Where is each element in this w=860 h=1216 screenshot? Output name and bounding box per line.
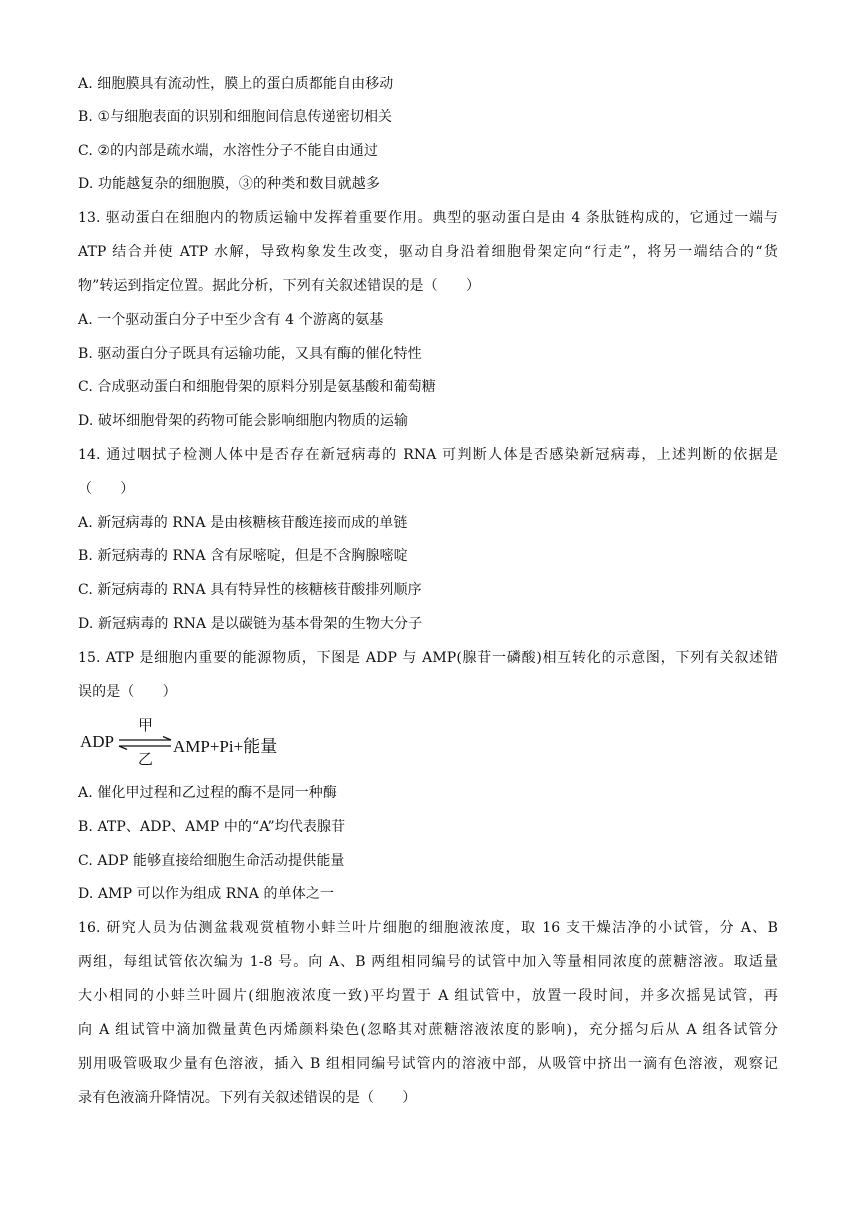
q14-option-b: B. 新冠病毒的 RNA 含有尿嘧啶，但是不含胸腺嘧啶 bbox=[78, 548, 408, 564]
q15-option-b: B. ATP、ADP、AMP 中的“A”均代表腺苷 bbox=[78, 819, 346, 835]
q13-stem-line-3: 物”转运到指定位置。据此分析，下列有关叙述错误的是（ ） bbox=[78, 278, 481, 294]
reaction-left-term: ADP bbox=[80, 732, 115, 751]
q14-option-d: D. 新冠病毒的 RNA 是以碳链为基本骨架的生物大分子 bbox=[78, 616, 423, 632]
reaction-right-term: AMP+Pi+能量 bbox=[173, 737, 278, 756]
q12-option-a: A. 细胞膜具有流动性，膜上的蛋白质都能自由移动 bbox=[78, 76, 394, 92]
q13-option-a: A. 一个驱动蛋白分子中至少含有 4 个游离的氨基 bbox=[78, 312, 384, 328]
q14-option-c: C. 新冠病毒的 RNA 具有特异性的核糖核苷酸排列顺序 bbox=[78, 582, 422, 598]
q16-stem-line-3: 大小相同的小蚌兰叶圆片(细胞液浓度一致)平均置于 A 组试管中，放置一段时间，并多次摇晃试管，再 bbox=[78, 988, 778, 1004]
q13-option-d: D. 破坏细胞骨架的药物可能会影响细胞内物质的运输 bbox=[78, 413, 409, 429]
q16-stem-line-4: 向 A 组试管中滴加微量黄色丙烯颜料染色(忽略其对蔗糖溶液浓度的影响)，充分摇匀后从 A 组各试管分 bbox=[78, 1022, 778, 1038]
q13-stem-line-1: 13. 驱动蛋白在细胞内的物质运输中发挥着重要作用。典型的驱动蛋白是由 4 条肽链构成的，它通过一端与 bbox=[78, 210, 778, 226]
q12-option-c: C. ②的内部是疏水端，水溶性分子不能自由通过 bbox=[78, 143, 378, 159]
reaction-forward-label: 甲 bbox=[138, 716, 154, 734]
q16-stem-line-2: 两组，每组试管依次编为 1-8 号。向 A、B 两组相同编号的试管中加入等量相同浓度的蔗糖溶液。取适量 bbox=[78, 954, 778, 970]
q15-option-a: A. 催化甲过程和乙过程的酶不是同一种酶 bbox=[78, 785, 338, 801]
q15-stem-line-1: 15. ATP 是细胞内重要的能源物质，下图是 ADP 与 AMP(腺苷一磷酸)相互转化的示意图，下列有关叙述错 bbox=[78, 650, 778, 666]
q15-stem-line-2: 误的是（ ） bbox=[78, 684, 177, 700]
q15-option-d: D. AMP 可以作为组成 RNA 的单体之一 bbox=[78, 886, 335, 902]
q15-option-c: C. ADP 能够直接给细胞生命活动提供能量 bbox=[78, 853, 345, 869]
q14-option-a: A. 新冠病毒的 RNA 是由核糖核苷酸连接而成的单链 bbox=[78, 515, 408, 531]
reaction-reverse-label: 乙 bbox=[138, 750, 154, 768]
q13-option-b: B. 驱动蛋白分子既具有运输功能，又具有酶的催化特性 bbox=[78, 346, 422, 362]
q14-stem-line-2: （ ） bbox=[78, 481, 135, 497]
q14-stem-line-1: 14. 通过咽拭子检测人体中是否存在新冠病毒的 RNA 可判断人体是否感染新冠病毒，上述判断的依据是 bbox=[78, 447, 778, 463]
adp-amp-reaction-diagram bbox=[80, 716, 300, 768]
q16-stem-line-1: 16. 研究人员为估测盆栽观赏植物小蚌兰叶片细胞的细胞液浓度，取 16 支干燥洁净的小试管，分 A、B bbox=[78, 920, 778, 936]
q16-stem-line-6: 录有色液滴升降情况。下列有关叙述错误的是（ ） bbox=[78, 1090, 417, 1106]
q12-option-b: B. ①与细胞表面的识别和细胞间信息传递密切相关 bbox=[78, 109, 393, 125]
q13-option-c: C. 合成驱动蛋白和细胞骨架的原料分别是氨基酸和葡萄糖 bbox=[78, 379, 436, 395]
q12-option-d: D. 功能越复杂的细胞膜，③的种类和数目就越多 bbox=[78, 176, 380, 192]
q13-stem-line-2: ATP 结合并使 ATP 水解，导致构象发生改变，驱动自身沿着细胞骨架定向“行走”，将另一端结合的“货 bbox=[78, 244, 778, 260]
q16-stem-line-5: 别用吸管吸取少量有色溶液，插入 B 组相同编号试管内的溶液中部，从吸管中挤出一滴有色溶液，观察记 bbox=[78, 1056, 778, 1072]
